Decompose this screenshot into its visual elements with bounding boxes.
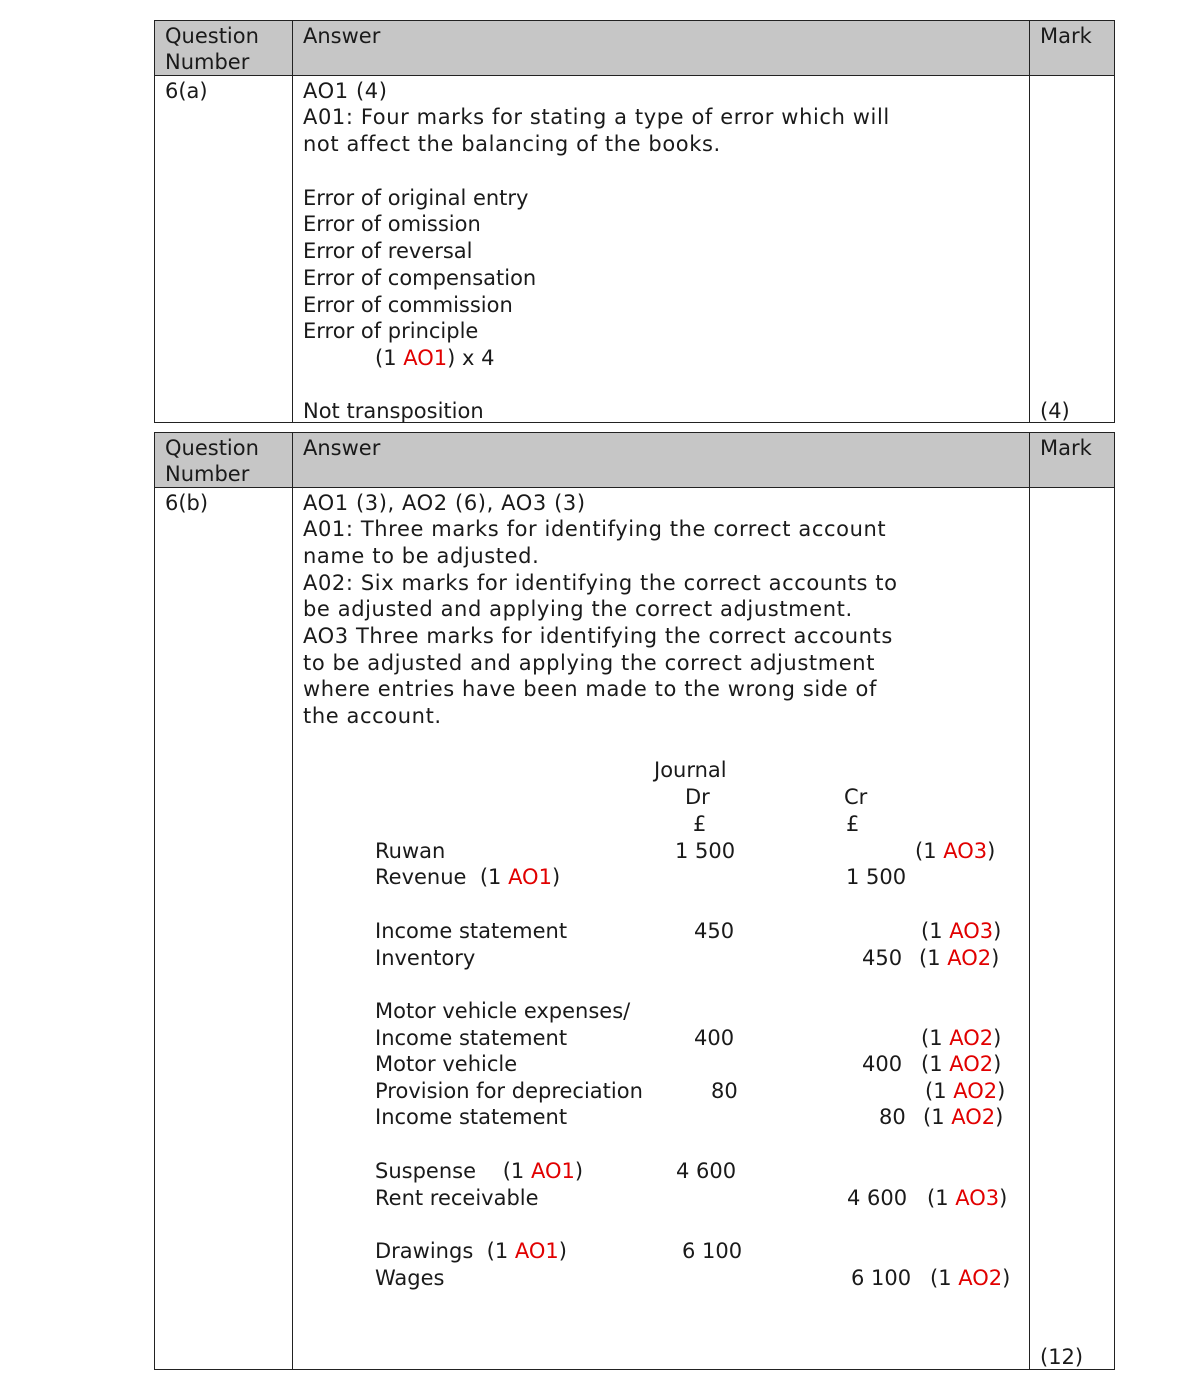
mark-allocation: (1 AO2) (923, 1105, 1004, 1129)
dr-amount: 4 600 (676, 1159, 737, 1183)
question-6a-table (154, 20, 1115, 423)
description-line: not affect the balancing of the books. (303, 132, 721, 156)
ao-line: AO1 (3), AO2 (6), AO3 (3) (303, 491, 586, 515)
error-type: Error of compensation (303, 266, 537, 290)
header-number: Number (165, 462, 250, 486)
journal-account: Drawings (1 AO1) (375, 1239, 567, 1263)
journal-account: Suspense (1 AO1) (375, 1159, 584, 1183)
error-type: Error of reversal (303, 239, 473, 263)
dr-amount: 1 500 (675, 839, 736, 863)
mark-allocation: (1 AO2) (930, 1266, 1011, 1290)
header-answer: Answer (303, 24, 381, 48)
journal-account: Provision for depreciation (375, 1079, 643, 1103)
cr-amount: 6 100 (851, 1266, 912, 1290)
dr-heading: Dr (685, 785, 710, 809)
cr-amount: 1 500 (846, 865, 907, 889)
cr-heading: Cr (844, 785, 868, 809)
description-line: where entries have been made to the wrong side of (303, 677, 877, 701)
journal-account: Income statement (375, 1105, 568, 1129)
header-answer: Answer (303, 436, 381, 460)
mark-allocation: (1 AO2) (921, 1052, 1002, 1076)
journal-account: Income statement (375, 919, 568, 943)
mark-allocation: (1 AO1) x 4 (375, 346, 495, 370)
journal-account: Wages (375, 1266, 445, 1290)
journal-account: Income statement (375, 1026, 568, 1050)
mark-allocation: (1 AO3) (927, 1186, 1008, 1210)
header-mark: Mark (1040, 436, 1092, 460)
mark-allocation: (1 AO2) (925, 1079, 1006, 1103)
journal-account: Motor vehicle (375, 1052, 518, 1076)
table-header (155, 21, 1114, 76)
error-type: Error of omission (303, 212, 481, 236)
mark-allocation: (1 AO3) (921, 919, 1002, 943)
journal-title: Journal (654, 758, 727, 782)
total-mark: (4) (1040, 399, 1070, 423)
column-divider (292, 21, 293, 422)
description-line: be adjusted and applying the correct adjustment. (303, 597, 853, 621)
header-number: Number (165, 50, 250, 74)
error-type: Error of commission (303, 293, 513, 317)
error-type: Error of principle (303, 319, 479, 343)
journal-account: Inventory (375, 946, 476, 970)
total-mark: (12) (1040, 1345, 1084, 1369)
cr-amount: 400 (862, 1052, 903, 1076)
header-mark: Mark (1040, 24, 1092, 48)
dr-amount: 450 (694, 919, 735, 943)
description-line: name to be adjusted. (303, 544, 540, 568)
description-line: the account. (303, 704, 442, 728)
cr-currency: £ (846, 812, 860, 836)
cr-amount: 4 600 (847, 1186, 908, 1210)
cr-amount: 80 (879, 1105, 906, 1129)
mark-allocation: (1 AO3) (915, 839, 996, 863)
description-line: AO3 Three marks for identifying the correct accounts (303, 624, 893, 648)
mark-allocation: (1 AO2) (919, 946, 1000, 970)
journal-account: Rent receivable (375, 1186, 539, 1210)
column-divider (1029, 433, 1030, 1369)
question-number: 6(a) (165, 79, 208, 103)
ao-line: AO1 (4) (303, 79, 388, 103)
description-line: A01: Three marks for identifying the correct account (303, 517, 887, 541)
dr-amount: 400 (694, 1026, 735, 1050)
journal-account: Motor vehicle expenses/ (375, 999, 631, 1023)
not-transposition-note: Not transposition (303, 399, 484, 423)
question-number: 6(b) (165, 491, 209, 515)
dr-currency: £ (693, 812, 707, 836)
question-6b-table (154, 432, 1115, 1370)
description-line: A02: Six marks for identifying the correct accounts to (303, 571, 898, 595)
journal-account: Revenue (1 AO1) (375, 865, 561, 889)
dr-amount: 6 100 (682, 1239, 743, 1263)
description-line: A01: Four marks for stating a type of error which will (303, 105, 890, 129)
column-divider (1029, 21, 1030, 422)
cr-amount: 450 (862, 946, 903, 970)
table-header (155, 433, 1114, 488)
journal-account: Ruwan (375, 839, 446, 863)
dr-amount: 80 (711, 1079, 738, 1103)
error-type: Error of original entry (303, 186, 529, 210)
mark-allocation: (1 AO2) (921, 1026, 1002, 1050)
header-question: Question (165, 24, 259, 48)
header-question: Question (165, 436, 259, 460)
description-line: to be adjusted and applying the correct adjustment (303, 651, 876, 675)
column-divider (292, 433, 293, 1369)
